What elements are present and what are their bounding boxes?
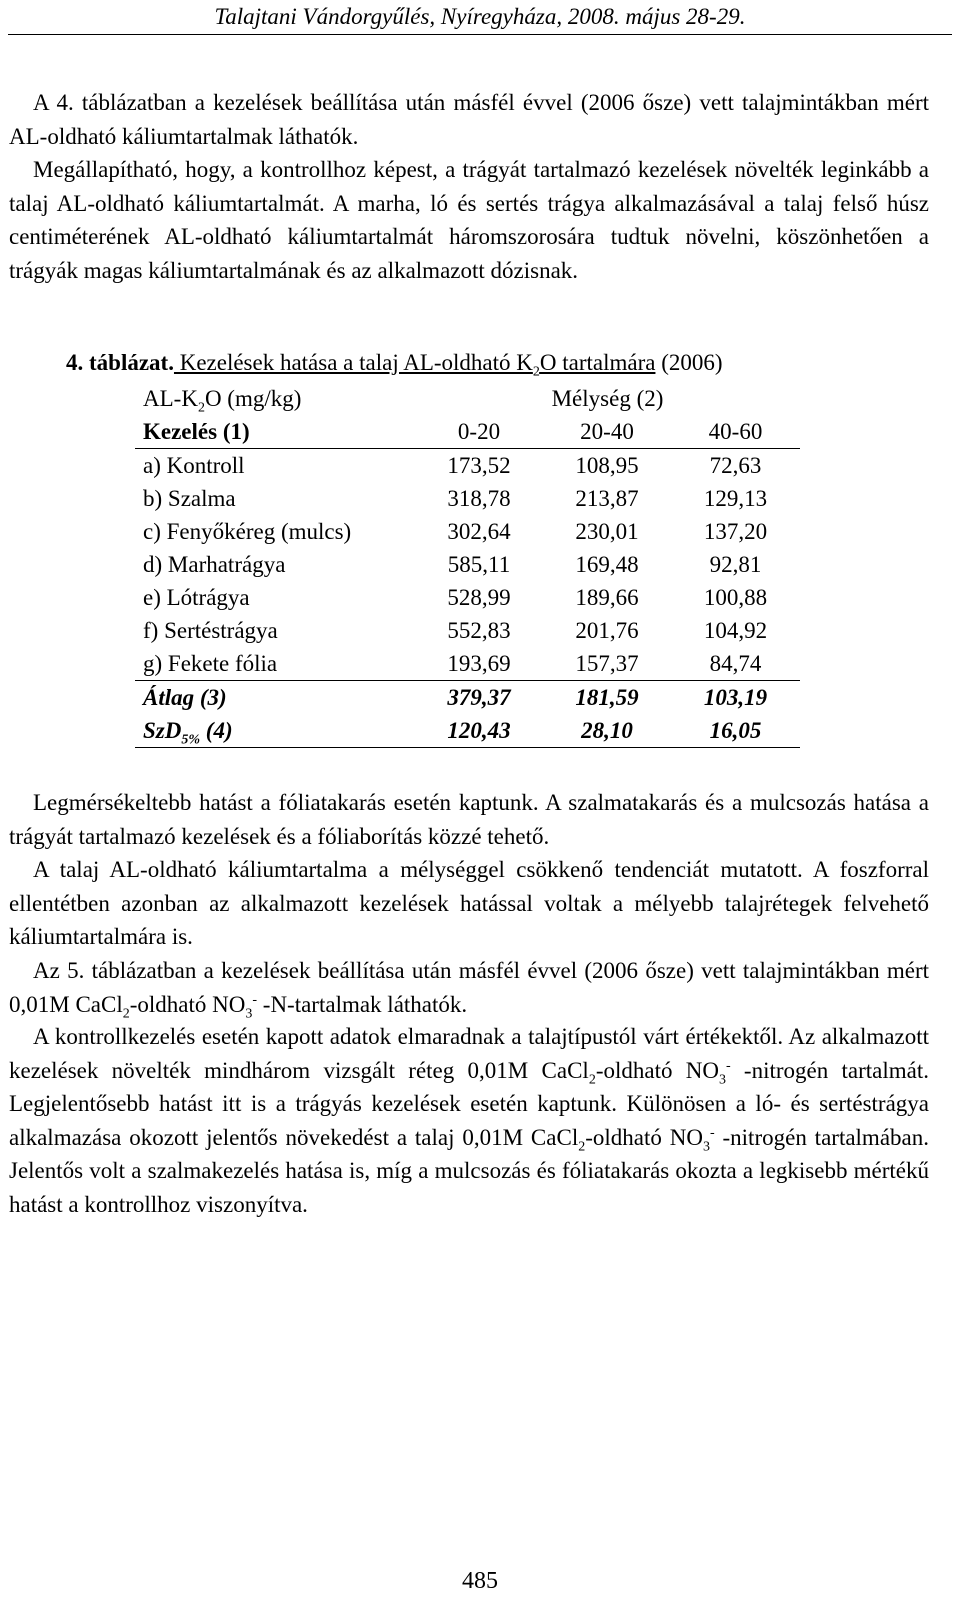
depth-header: Mélység (2): [551, 386, 664, 411]
depth-20-40: 20-40: [543, 415, 671, 449]
treatment-header: Kezelés (1): [135, 415, 415, 449]
body-paragraph-2: A talaj AL-oldható káliumtartalma a mélységgel csökkenő tendenciát mutatott. A foszforral ellentétben azonban az alkalmazott kezelések hatással voltak a mélyebb talajrétegek felvehető káliumtartalmára is.: [9, 857, 929, 949]
table-row: b) Szalma 318,78 213,87 129,13: [143, 486, 768, 511]
table-row: f) Sertéstrágya 552,83 201,76 104,92: [143, 618, 768, 643]
depth-40-60: 40-60: [671, 415, 800, 449]
mean-row: Átlag (3) 379,37 181,59 103,19: [135, 681, 800, 715]
table-row: e) Lótrágya 528,99 189,66 100,88: [143, 585, 768, 610]
body-paragraph-3: Az 5. táblázatban a kezelések beállítása után másfél évvel (2006 ősze) vett talajmintákban mért 0,01M CaCl$_2$-oldható $NO_3^-$ -N-tartalmak láthatók.: [9, 958, 929, 1022]
lsd-label: SzD$_{5\%}$ (4): [135, 714, 415, 748]
table-row: d) Marhatrágya 585,11 169,48 92,81: [143, 552, 762, 577]
depth-0-20: 0-20: [415, 415, 543, 449]
table-caption-label: 4. táblázat.: [66, 350, 174, 375]
table-row: a) Kontroll 173,52 108,95 72,63: [143, 453, 762, 478]
running-header: Talajtani Vándorgyűlés, Nyíregyháza, 2008. május 28-29.: [214, 4, 746, 29]
intro-paragraph-1: [9, 86, 929, 153]
header-rule: [8, 34, 952, 35]
table-row: c) Fenyőkéreg (mulcs) 302,64 230,01 137,20: [143, 519, 768, 544]
page-number: 485: [462, 1568, 498, 1594]
intro-paragraph-2: [9, 153, 929, 287]
table-caption: [66, 350, 723, 380]
intro-text-1: A 4. táblázatban a kezelések beállítása után másfél évvel (2006 ősze) vett talajmintákban mért AL-oldható káliumtartalmak láthatók.: [9, 90, 929, 149]
potassium-table: [135, 382, 800, 748]
body-paragraph-1: Legmérsékeltebb hatást a fóliatakarás esetén kaptunk. A szalmatakarás és a mulcsozás hatása a trágyát tartalmazó kezelések és a fóliaborítás közzé tehető.: [9, 790, 929, 849]
table-caption-year: (2006): [655, 350, 723, 375]
body-paragraph-4: A kontrollkezelés esetén kapott adatok elmaradnak a talajtípustól várt értékektől. Az alkalmazott kezelések növelték mindhárom vizsgált réteg 0,01M CaCl$_2$-oldható $NO_3^-$ -nitrogén tartalmát. Legjelentősebb hatást itt is a trágyás kezelések esetén kaptunk. Különösen a ló- és sertéstrágya alkalmazása okozott jelentős növekedést a talaj 0,01M CaCl$_2$-oldható $NO_3^-$ -nitrogén tartalmában. Jelentős volt a szalmakezelés hatása is, míg a mulcsozás és fóliatakarás okozta a legkisebb mértékű hatást a kontrollhoz viszonyítva.: [9, 1024, 929, 1217]
table-header-row-1: [135, 382, 800, 415]
unit-header: $AL-K_2O$ (mg/kg): [143, 386, 302, 416]
intro-text-2: Megállapítható, hogy, a kontrollhoz képest, a trágyát tartalmazó kezelések növelték leginkább a talaj AL-oldható káliumtartalmát. A marha, ló és sertés trágya alkalmazásával a talaj felső húsz centiméterének AL-oldható káliumtartalmát háromszorosára tudtuk növelni, köszönhetően a trágyák magas káliumtartalmának és az alkalmazott dózisnak.: [9, 157, 929, 283]
table-row: g) Fekete fólia 193,69 157,37 84,74: [143, 651, 762, 676]
table-caption-title: Kezelések hatása a talaj AL-oldható $K_2O$ tartalmára: [173, 350, 656, 380]
lsd-row: SzD$_{5\%}$ (4) 120,43 28,10 16,05: [135, 714, 800, 748]
table-header-row-2: [135, 415, 800, 449]
